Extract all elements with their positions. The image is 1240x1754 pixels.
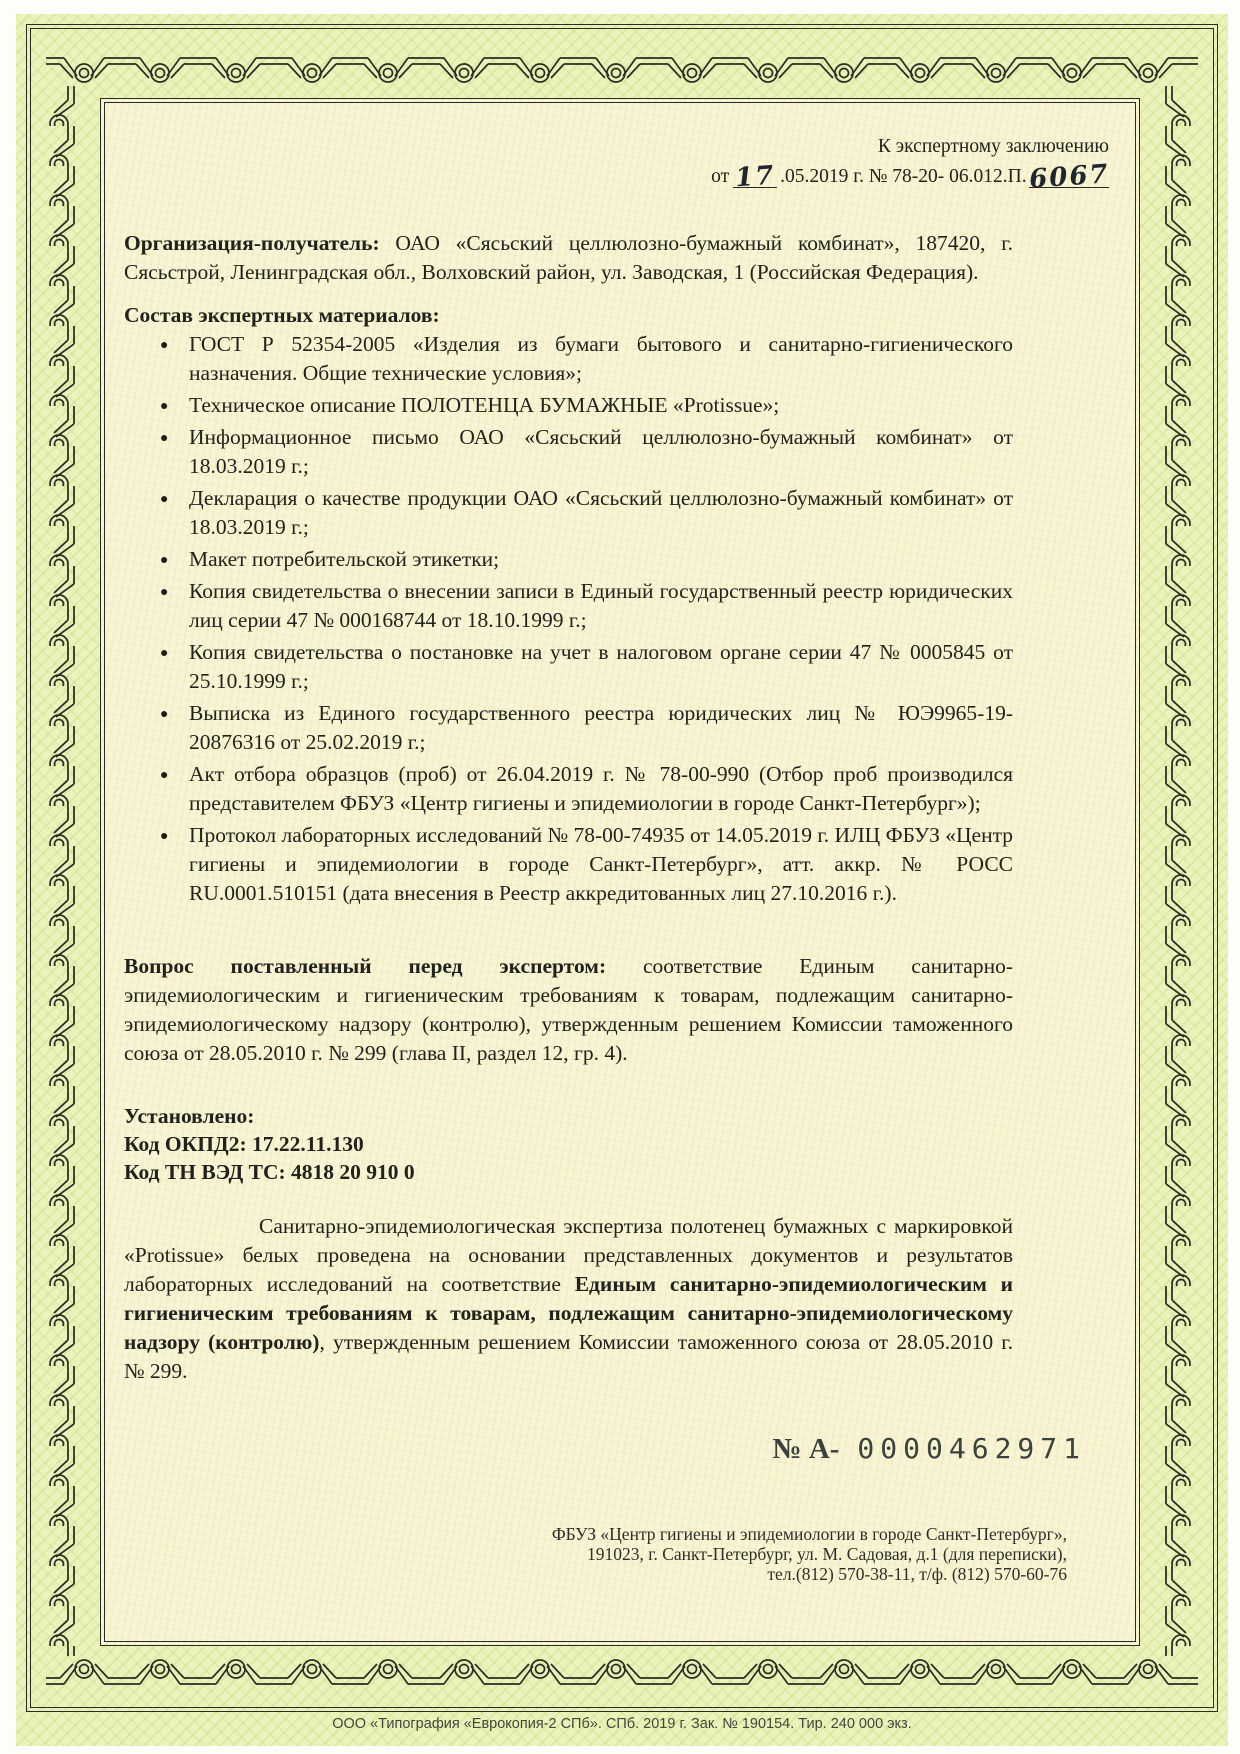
guilloche-border-area bbox=[16, 14, 1228, 1746]
date-blank bbox=[733, 160, 777, 194]
recipient-label: Организация-получатель: bbox=[124, 231, 380, 255]
document-body bbox=[101, 133, 1139, 1679]
list-item bbox=[124, 391, 1013, 420]
question-paragraph bbox=[124, 952, 1013, 1068]
issuer-block bbox=[101, 1524, 1067, 1584]
issuer-phone: тел.(812) 570-38-11, т/ф. (812) 570-60-76 bbox=[767, 1564, 1067, 1584]
list-item-text: Декларация о качестве продукции ОАО «Сясьский целлюлозно-бумажный комбинат» от 18.03.2019 г.; bbox=[189, 486, 1013, 539]
list-item-text: Копия свидетельства о постановке на учет в налоговом органе серии 47 № 0005845 от 25.10.1999 г.; bbox=[189, 640, 1013, 693]
tnved-code: Код ТН ВЭД ТС: 4818 20 910 0 bbox=[124, 1160, 415, 1184]
bullet-icon: ● bbox=[160, 829, 169, 844]
bullet-icon: ● bbox=[160, 646, 169, 661]
list-item bbox=[124, 484, 1013, 542]
recipient-paragraph bbox=[124, 229, 1013, 287]
list-item-text: Протокол лабораторных исследований № 78-00-74935 от 14.05.2019 г. ИЛЦ ФБУЗ «Центр гигиены и эпидемиологии в городе Санкт-Петербург», атт. аккр. № РОСС RU.0001.510151 (дата внесения в Реестр аккредитованных лиц 27.10.2016 г.). bbox=[189, 823, 1013, 905]
list-item bbox=[124, 577, 1013, 635]
reference-header bbox=[101, 133, 1111, 195]
question-label: Вопрос поставленный перед экспертом: bbox=[124, 954, 607, 978]
bullet-icon: ● bbox=[160, 553, 169, 568]
list-item-text: Макет потребительской этикетки; bbox=[189, 547, 500, 571]
form-serial-number bbox=[101, 1434, 1086, 1464]
list-item bbox=[124, 330, 1013, 388]
bullet-icon: ● bbox=[160, 768, 169, 783]
bullet-icon: ● bbox=[160, 338, 169, 353]
ornamental-border-top bbox=[46, 46, 1198, 86]
issuer-address: 191023, г. Санкт-Петербург, ул. М. Садовая, д.1 (для переписки), bbox=[587, 1544, 1067, 1564]
issuer-name: ФБУЗ «Центр гигиены и эпидемиологии в городе Санкт-Петербург», bbox=[551, 1524, 1067, 1544]
reference-title: К экспертному заключению bbox=[877, 136, 1109, 157]
reference-mid: .05.2019 г. № 78-20- 06.012.П. bbox=[780, 166, 1027, 187]
content-frame bbox=[100, 98, 1140, 1646]
conclusion-bold: Единым санитарно-эпидемиологическим и гигиеническим требованиям к товарам, подлежащим санитарно-эпидемиологическому надзору (контролю) bbox=[124, 1272, 1013, 1354]
bullet-icon: ● bbox=[160, 585, 169, 600]
materials-list bbox=[124, 330, 1013, 908]
number-blank bbox=[1027, 159, 1111, 195]
list-item-text: Копия свидетельства о внесении записи в Единый государственный реестр юридических лиц серии 47 № 000168744 от 18.10.1999 г.; bbox=[189, 579, 1013, 632]
print-shop-footer: ООО «Типография «Еврокопия-2 СПб». СПб. 2019 г. Зак. № 190154. Тир. 240 000 экз. bbox=[332, 1716, 912, 1732]
ornamental-border-left bbox=[46, 86, 86, 1656]
list-item-text: ГОСТ Р 52354-2005 «Изделия из бумаги бытового и санитарно-гигиенического назначения. Общие технические условия»; bbox=[189, 332, 1013, 385]
list-item bbox=[124, 638, 1013, 696]
established-heading: Установлено: bbox=[124, 1104, 255, 1128]
established-block bbox=[124, 1102, 1139, 1186]
okpd2-code: Код ОКПД2: 17.22.11.130 bbox=[124, 1132, 364, 1156]
list-item bbox=[124, 545, 1013, 574]
question-text: соответствие Единым санитарно-эпидемиологическим и гигиеническим требованиям к товарам, подлежащим санитарно-эпидемиологическому надзору (контролю), утвержденным решением Комиссии таможенного союза от 28.05.2010 г. № 299 (глава II, раздел 12, гр. 4). bbox=[124, 954, 1013, 1065]
list-item-text: Выписка из Единого государственного реестра юридических лиц № ЮЭ9965-19-20876316 от 25.02.2019 г.; bbox=[189, 701, 1013, 754]
recipient-text: ОАО «Сясьский целлюлозно-бумажный комбинат», 187420, г. Сясьстрой, Ленинградская обл., Волховский район, ул. Заводская, 1 (Российская Федерация). bbox=[124, 231, 1013, 284]
serial-prefix: № А- bbox=[772, 1433, 840, 1465]
serial-digits: 0000462971 bbox=[857, 1432, 1086, 1465]
reference-prefix: от bbox=[711, 166, 730, 187]
handwritten-number: 6067 bbox=[1027, 159, 1111, 195]
list-item bbox=[124, 821, 1013, 908]
list-item bbox=[124, 699, 1013, 757]
bullet-icon: ● bbox=[160, 399, 169, 414]
materials-heading: Состав экспертных материалов: bbox=[124, 303, 440, 327]
list-item bbox=[124, 760, 1013, 818]
ornamental-border-right bbox=[1154, 86, 1194, 1656]
list-item-text: Акт отбора образцов (проб) от 26.04.2019 г. № 78-00-990 (Отбор проб производился представителем ФБУЗ «Центр гигиены и эпидемиологии в городе Санкт-Петербург»); bbox=[189, 762, 1013, 815]
handwritten-day: 17 bbox=[734, 160, 777, 194]
list-item-text: Техническое описание ПОЛОТЕНЦА БУМАЖНЫЕ «Protissue»; bbox=[189, 393, 780, 417]
list-item bbox=[124, 423, 1013, 481]
bullet-icon: ● bbox=[160, 492, 169, 507]
conclusion-paragraph bbox=[124, 1212, 1013, 1386]
reference-number-line bbox=[101, 159, 1111, 195]
bullet-icon: ● bbox=[160, 431, 169, 446]
conclusion-part2: , утвержденным решением Комиссии таможенного союза от 28.05.2010 г. № 299. bbox=[124, 1330, 1014, 1383]
conclusion-part1: Санитарно-эпидемиологическая экспертиза полотенец бумажных с маркировкой «Protissue» белых проведена на основании представленных документов и результатов лабораторных исследований на соответствие bbox=[124, 1214, 1013, 1296]
list-item-text: Информационное письмо ОАО «Сясьский целлюлозно-бумажный комбинат» от 18.03.2019 г.; bbox=[189, 425, 1013, 478]
bullet-icon: ● bbox=[160, 707, 169, 722]
